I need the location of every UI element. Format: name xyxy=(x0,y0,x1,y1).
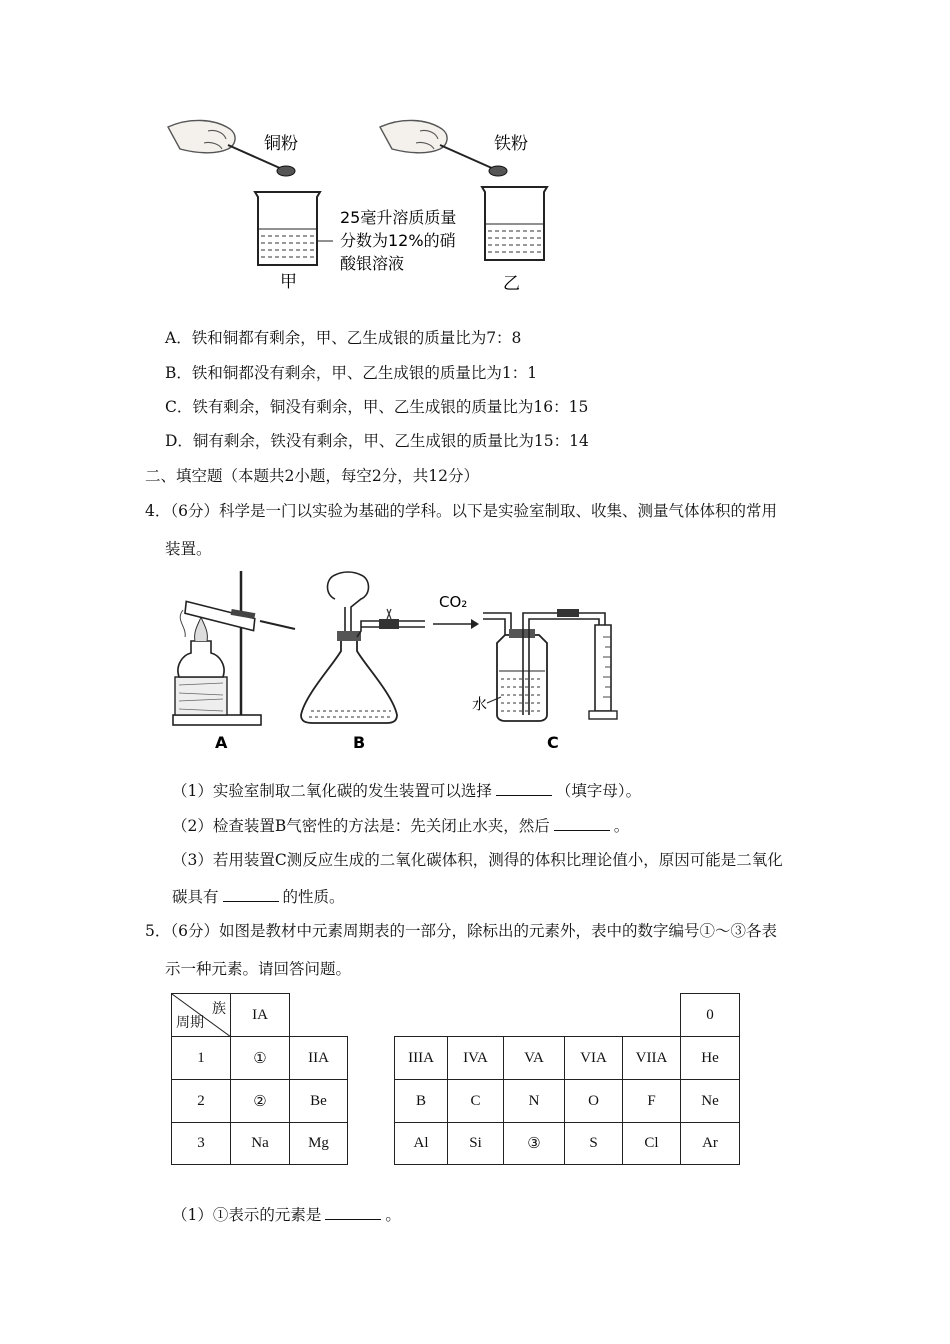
q5-sub1-text-b: 。 xyxy=(385,1206,401,1224)
corner-period-label: 周期 xyxy=(176,1016,204,1031)
cell-3-5: ③ xyxy=(504,1123,565,1165)
cell-3-8: Ar xyxy=(681,1123,740,1165)
q4-sub1-blank[interactable] xyxy=(496,781,552,796)
cell-3-4: Si xyxy=(448,1123,504,1165)
q5-sub1 xyxy=(172,1204,401,1226)
periodic-table xyxy=(171,993,740,1165)
period-1: 1 xyxy=(172,1037,231,1080)
q4-sub3-blank[interactable] xyxy=(223,887,279,902)
hand-right-icon xyxy=(380,120,507,176)
cell-2-4: C xyxy=(448,1080,504,1123)
q3-option-d: D．铜有剩余，铁没有剩余，甲、乙生成银的质量比为15：14 xyxy=(165,432,589,450)
cell-1-4: IVA xyxy=(448,1037,504,1080)
apparatus-figure xyxy=(165,565,645,755)
cell-2-8: Ne xyxy=(681,1080,740,1123)
period-3: 3 xyxy=(172,1123,231,1165)
cell-1-2: IIA xyxy=(290,1037,348,1080)
arrow-right-icon xyxy=(471,619,479,629)
cell-1-7: VIIA xyxy=(623,1037,681,1080)
solution-note-3: 酸银溶液 xyxy=(340,254,405,273)
q4-sub1 xyxy=(172,780,641,802)
label-copper: 铜粉 xyxy=(264,134,298,154)
corner-cell xyxy=(172,994,231,1037)
corner-group-label: 族 xyxy=(212,1002,226,1017)
cell-1-6: VIA xyxy=(565,1037,623,1080)
q4-sub3-line2 xyxy=(172,886,345,908)
label-iron: 铁粉 xyxy=(494,134,528,154)
apparatus-label-c: C xyxy=(547,733,559,752)
water-label: 水 xyxy=(472,695,488,713)
q4-sub2-text-b: 。 xyxy=(613,817,630,835)
section2-title: 二、填空题（本题共2小题，每空2分，共12分） xyxy=(145,467,479,485)
q4-stem-line1: 4．（6分）科学是一门以实验为基础的学科。以下是实验室制取、收集、测量气体体积的常用 xyxy=(145,502,777,520)
cell-3-1: Na xyxy=(231,1123,290,1165)
beaker-left-icon xyxy=(255,192,333,265)
q3-option-b: B．铁和铜都没有剩余，甲、乙生成银的质量比为1：1 xyxy=(165,364,538,382)
apparatus-b-icon xyxy=(301,572,425,723)
apparatus-label-b: B xyxy=(353,733,366,752)
q4-sub3-text-a: 碳具有 xyxy=(172,888,219,906)
cell-3-2: Mg xyxy=(290,1123,348,1165)
cell-1-8: He xyxy=(681,1037,740,1080)
q4-sub3-text-b: 的性质。 xyxy=(282,888,345,906)
q4-sub2 xyxy=(172,815,629,837)
cell-2-3: B xyxy=(395,1080,448,1123)
apparatus-c-icon xyxy=(483,609,617,721)
cell-1-3: IIIA xyxy=(395,1037,448,1080)
q5-stem-line1: 5．（6分）如图是教材中元素周期表的一部分，除标出的元素外，表中的数字编号①～③各表 xyxy=(145,922,777,940)
q5-sub1-blank[interactable] xyxy=(325,1205,381,1220)
q3-option-c: C．铁有剩余，铜没有剩余，甲、乙生成银的质量比为16：15 xyxy=(165,398,589,416)
q5-sub1-text-a: （1）①表示的元素是 xyxy=(172,1206,322,1224)
cell-1-1: ① xyxy=(231,1037,290,1080)
cell-2-7: F xyxy=(623,1080,681,1123)
period-2: 2 xyxy=(172,1080,231,1123)
cell-2-5: N xyxy=(504,1080,565,1123)
apparatus-label-a: A xyxy=(215,733,228,752)
q4-sub2-blank[interactable] xyxy=(554,816,610,831)
q4-sub2-text-a: （2）检查装置B气密性的方法是：先关闭止水夹，然后 xyxy=(172,817,550,835)
apparatus-a-icon xyxy=(173,571,295,725)
q3-option-a: A．铁和铜都有剩余，甲、乙生成银的质量比为7：8 xyxy=(165,329,522,347)
group-ia: IA xyxy=(231,994,290,1037)
cell-2-6: O xyxy=(565,1080,623,1123)
beaker-right-icon xyxy=(482,187,547,260)
q4-sub3-line1: （3）若用装置C测反应生成的二氧化碳体积，测得的体积比理论值小，原因可能是二氧化 xyxy=(172,851,783,869)
cell-3-7: Cl xyxy=(623,1123,681,1165)
group-0: 0 xyxy=(681,994,740,1037)
solution-note-2: 分数为12%的硝 xyxy=(340,231,456,250)
cell-3-3: Al xyxy=(395,1123,448,1165)
cell-3-6: S xyxy=(565,1123,623,1165)
co2-label: CO₂ xyxy=(439,593,468,611)
q5-stem-line2: 示一种元素。请回答问题。 xyxy=(165,960,352,978)
q4-stem-line2: 装置。 xyxy=(165,540,212,558)
cell-1-5: VA xyxy=(504,1037,565,1080)
q4-sub1-text-a: （1）实验室制取二氧化碳的发生装置可以选择 xyxy=(172,782,492,800)
q4-sub1-text-b: （填字母）。 xyxy=(555,782,642,800)
beaker-figure xyxy=(160,105,580,300)
beaker-right-label: 乙 xyxy=(503,274,520,294)
solution-note-1: 25毫升溶质质量 xyxy=(340,208,457,227)
beaker-left-label: 甲 xyxy=(280,272,297,292)
cell-2-2: Be xyxy=(290,1080,348,1123)
cell-2-1: ② xyxy=(231,1080,290,1123)
